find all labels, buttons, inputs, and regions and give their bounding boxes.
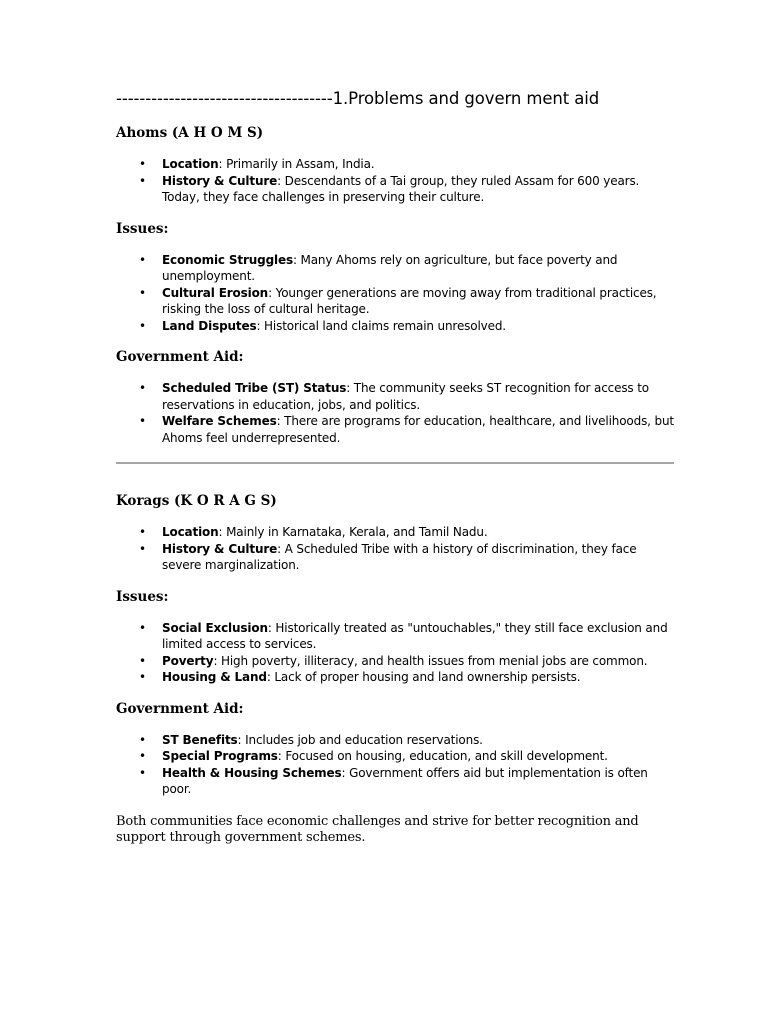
item-label: Scheduled Tribe (ST) Status bbox=[162, 381, 347, 395]
document-page bbox=[116, 88, 674, 846]
item-text: : Primarily in Assam, India. bbox=[218, 157, 375, 171]
item-text: : High poverty, illiteracy, and health issues from menial jobs are common. bbox=[213, 653, 648, 668]
list-item bbox=[139, 285, 674, 318]
bullet-list bbox=[116, 524, 674, 574]
bullet-list bbox=[116, 156, 674, 206]
item-text: : Mainly in Karnataka, Kerala, and Tamil Nadu. bbox=[218, 525, 488, 539]
bullet-list bbox=[116, 252, 674, 335]
list-item bbox=[139, 173, 674, 206]
item-label: ST Benefits bbox=[162, 732, 238, 747]
item-text: : Historical land claims remain unresolved. bbox=[256, 318, 506, 333]
bullet-icon: • bbox=[139, 653, 146, 668]
bullet-icon: • bbox=[139, 173, 146, 188]
list-item bbox=[139, 620, 674, 653]
item-text: : Many Ahoms rely on agriculture, but face poverty and unemployment. bbox=[162, 252, 618, 283]
section-ahoms bbox=[116, 124, 674, 446]
list-item bbox=[139, 541, 674, 574]
item-label: Location bbox=[162, 525, 219, 539]
bullet-icon: • bbox=[139, 670, 146, 684]
bullet-icon: • bbox=[139, 414, 146, 428]
item-label: History & Culture bbox=[162, 541, 278, 556]
bullet-icon: • bbox=[139, 765, 146, 780]
bullet-icon: • bbox=[139, 318, 146, 333]
list-item bbox=[139, 413, 674, 446]
bullet-list bbox=[116, 380, 674, 446]
item-label: Land Disputes bbox=[162, 318, 257, 333]
list-item bbox=[139, 524, 674, 541]
list-item bbox=[139, 669, 674, 686]
list-item bbox=[139, 318, 674, 335]
item-label: Location bbox=[162, 157, 219, 171]
section-korags bbox=[116, 492, 674, 798]
item-label: Economic Struggles bbox=[162, 252, 293, 267]
bullet-icon: • bbox=[139, 252, 146, 267]
list-item bbox=[139, 765, 674, 798]
item-label: History & Culture bbox=[162, 173, 278, 188]
item-label: Welfare Schemes bbox=[162, 414, 277, 428]
horizontal-rule bbox=[116, 462, 674, 464]
item-label: Cultural Erosion bbox=[162, 285, 269, 300]
list-item bbox=[139, 380, 674, 413]
item-label: Social Exclusion bbox=[162, 620, 268, 635]
subheading-government-aid: Government Aid: bbox=[116, 700, 244, 717]
bullet-icon: • bbox=[139, 541, 146, 556]
item-text: : Historically treated as "untouchables," they still face exclusion and limited access to services. bbox=[162, 620, 668, 651]
bullet-icon: • bbox=[139, 157, 146, 171]
subheading-issues: Issues: bbox=[116, 220, 169, 237]
bullet-list bbox=[116, 732, 674, 798]
section-heading: Ahoms (A H O M S) bbox=[116, 125, 264, 141]
page-title: -------------------------------------1.Problems and govern ment aid bbox=[116, 89, 600, 108]
item-text: : Includes job and education reservations. bbox=[237, 732, 483, 747]
bullet-list bbox=[116, 620, 674, 686]
item-label: Poverty bbox=[162, 653, 214, 668]
section-heading: Korags (K O R A G S) bbox=[116, 493, 277, 509]
list-item bbox=[139, 732, 674, 749]
item-text: : Lack of proper housing and land ownership persists. bbox=[266, 670, 581, 684]
bullet-icon: • bbox=[139, 620, 146, 635]
subheading-government-aid: Government Aid: bbox=[116, 349, 244, 365]
list-item bbox=[139, 252, 674, 285]
list-item bbox=[139, 748, 674, 765]
bullet-icon: • bbox=[139, 749, 146, 763]
item-text: : There are programs for education, healthcare, and livelihoods, but Ahoms feel underrepresented. bbox=[162, 414, 674, 445]
item-text: : Government offers aid but implementation is often poor. bbox=[162, 765, 648, 796]
item-label: Special Programs bbox=[162, 749, 278, 763]
item-text: : Descendants of a Tai group, they ruled Assam for 600 years. Today, they face challenges in preserving their culture. bbox=[162, 173, 640, 204]
subheading-issues: Issues: bbox=[116, 588, 169, 605]
item-label: Health & Housing Schemes bbox=[162, 765, 342, 780]
item-text: : Younger generations are moving away from traditional practices, risking the loss of cultural heritage. bbox=[162, 285, 657, 316]
item-text: : The community seeks ST recognition for access to reservations in education, jobs, and politics. bbox=[162, 381, 649, 412]
closing-paragraph: Both communities face economic challenges and strive for better recognition and support through government schemes. bbox=[116, 813, 639, 845]
bullet-icon: • bbox=[139, 381, 146, 395]
bullet-icon: • bbox=[139, 732, 146, 747]
item-text: : A Scheduled Tribe with a history of discrimination, they face severe marginalization. bbox=[162, 541, 637, 572]
item-label: Housing & Land bbox=[162, 670, 267, 684]
bullet-icon: • bbox=[139, 285, 146, 300]
bullet-icon: • bbox=[139, 525, 146, 539]
list-item bbox=[139, 653, 674, 670]
item-text: : Focused on housing, education, and skill development. bbox=[277, 749, 608, 763]
list-item bbox=[139, 156, 674, 173]
